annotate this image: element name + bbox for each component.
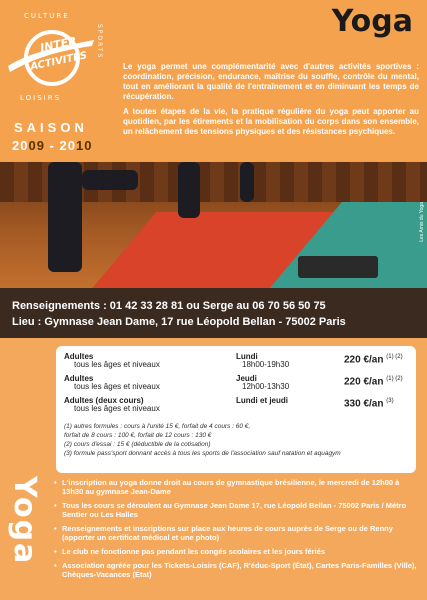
logo-loisirs: LOISIRS bbox=[20, 94, 62, 102]
page-title: Yoga bbox=[331, 4, 413, 39]
photo-folded-mat bbox=[298, 256, 378, 278]
list-item: • L'inscription au yoga donne droit au cours de gymnastique brésilienne, le mercredi de 12h00 à 13h30 au gymnase Jean-Dame bbox=[54, 478, 420, 496]
schedule-row: Adultes tous les âges et niveaux Lundi 18h00-19h30 220 €/an $^{(1) (2)}$ bbox=[64, 352, 403, 369]
season-label: SAISON bbox=[14, 120, 88, 135]
info-list bbox=[54, 478, 420, 584]
schedule-row: Adultes tous les âges et niveaux Jeudi 12h00-13h30 220 €/an $^{(1) (2)}$ bbox=[64, 374, 403, 391]
photo-credit: Les Amis du Yoga bbox=[419, 202, 425, 242]
contact-phone: Renseignements : 01 42 33 28 81 ou Serge au 06 70 56 50 75 bbox=[12, 300, 326, 312]
season-years: 2009 - 2010 bbox=[12, 138, 93, 153]
schedule-row: Adultes (deux cours) tous les âges et niveaux Lundi et jeudi 330 €/an $^{(3)}$ bbox=[64, 396, 394, 413]
vertical-title: Yoga bbox=[7, 476, 42, 566]
schedule-notes: (1) autres formules : cours à l'unité 15 €, forfait de 4 cours : 60 €, forfait de 8 cours : 100 €, forfait de 12 cours : 130 € (2) cours d'essai : 15 € (déductible de la cotisation) (3) formule pass'sport donnant accès à tous les sports de l'association sauf natation et aquagym bbox=[64, 423, 341, 457]
photo-figure-center bbox=[178, 162, 200, 218]
intro-text bbox=[123, 62, 419, 142]
logo-culture: CULTURE bbox=[24, 12, 70, 20]
list-item: • Le club ne fonctionne pas pendant les congés scolaires et les jours fériés bbox=[54, 547, 420, 556]
schedule-box bbox=[56, 346, 416, 473]
logo-inter: INTER bbox=[39, 34, 78, 55]
logo-sports: SPORTS bbox=[96, 24, 103, 60]
contact-band bbox=[0, 288, 427, 338]
photo-figure-leg bbox=[82, 170, 138, 190]
contact-location: Lieu : Gymnase Jean Dame, 17 rue Léopold Bellan - 75002 Paris bbox=[12, 316, 346, 328]
header-section bbox=[0, 0, 427, 162]
inter-activites-logo bbox=[4, 6, 114, 106]
photo-figure-left bbox=[48, 162, 82, 272]
photo-figure-back bbox=[240, 162, 254, 202]
list-item: • Association agréée pour les Tickets-Loisirs (CAF), R'éduc-Sport (État), Cartes Paris-Familles (Ville), Chèques-Vacances (État) bbox=[54, 561, 420, 579]
list-item: • Renseignements et inscriptions sur place aux heures de cours auprès de Serge ou de Renny (apporter un certificat médical et une photo) bbox=[54, 524, 420, 542]
yoga-class-photo bbox=[0, 162, 427, 288]
intro-paragraph-1: Le yoga permet une complémentarité avec d'autres activités sportives : coordination, précision, endurance, maîtrise du souffle, contrôle du mental, tout en améliorant la qualité de l'entraînement et en diminuant les temps de récupération. bbox=[123, 62, 419, 101]
intro-paragraph-2: A toutes étapes de la vie, la pratique régulière du yoga peut apporter au quotidien, par les étirements et la mobilisation du corps dans son ensemble, un relâchement des tensions physiques et des résistances psychiques. bbox=[123, 107, 419, 136]
list-item: • Tous les cours se déroulent au Gymnase Jean Dame 17, rue Léopold Bellan - 75002 Paris / Métro Sentier ou Les Halles bbox=[54, 501, 420, 519]
logo-activites: ACTIVITES bbox=[29, 50, 89, 73]
